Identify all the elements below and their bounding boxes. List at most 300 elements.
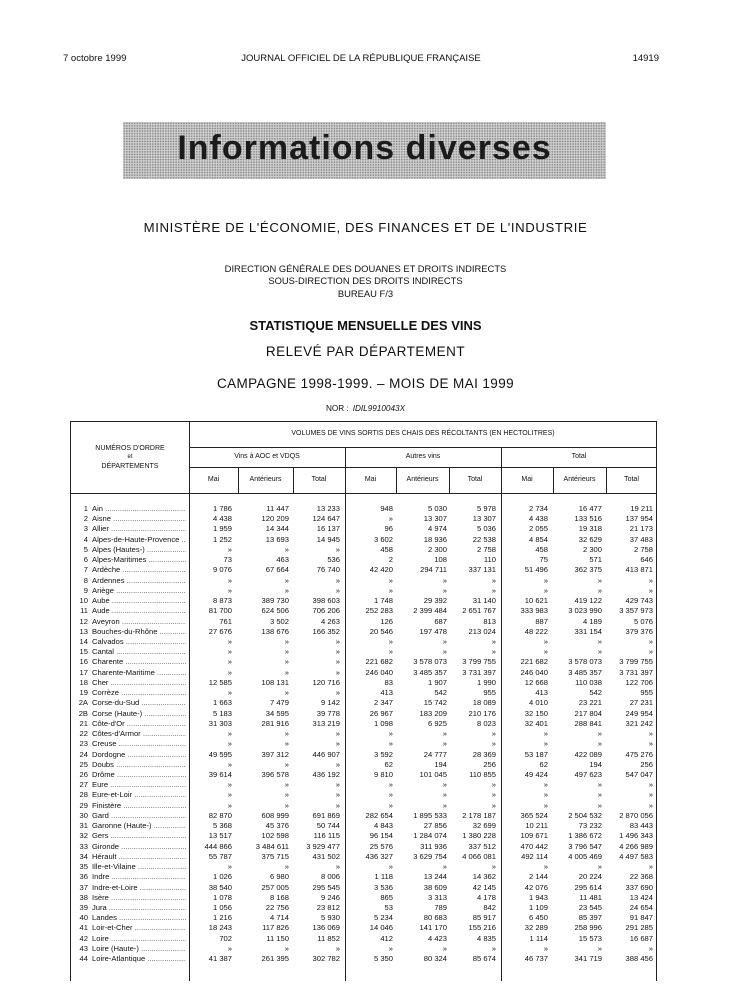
table-cell: » [543,647,548,657]
table-cell: 1 386 672 [568,831,602,841]
table-cell: 62 [539,759,548,769]
table-cell: 210 176 [468,708,496,718]
table-cell: » [227,575,232,585]
table-cell: 5 183 [212,708,232,718]
table-cell: » [227,780,232,790]
table-cell: 32 150 [524,708,548,718]
table-cell: 24 777 [423,749,447,759]
bureau-heading: BUREAU F/3 [337,288,394,299]
table-cell: 25 576 [369,841,393,851]
table-cell: » [442,943,447,953]
table-cell: 117 826 [262,923,289,933]
table-cell: 11 852 [317,933,340,943]
table-cell: 22 368 [629,872,653,882]
table-cell: 194 [589,759,602,769]
table-cell: 213 024 [468,626,496,636]
row-number: 21 [79,718,88,728]
table-cell: 38 540 [208,882,232,892]
table-cell: 341 719 [574,954,602,964]
row-number: 30 [79,810,88,820]
table-cell: 2 734 [528,504,548,513]
row-number: 26 [79,769,88,779]
table-cell: 110 038 [575,677,602,687]
table-cell: » [335,585,340,595]
table-cell: 53 187 [524,749,548,759]
table-cell: 5 036 [476,524,496,534]
table-cell: 3 929 477 [306,841,340,851]
table-cell: 1 114 [529,933,548,943]
table-cell: 955 [483,688,496,698]
table-cell: » [543,790,548,800]
table-cell: » [388,862,393,872]
table-cell: 294 711 [420,565,447,575]
departement-name: Alpes (Hautes-) ..... [92,545,186,555]
departement-name: Alpes-de-Haute-Provence ..... [92,535,186,545]
table-cell: 80 683 [423,913,447,923]
table-cell: 458 [380,544,393,554]
table-cell: 1 380 228 [462,831,496,841]
table-row [0,647,731,657]
row-number: 6 [83,555,88,565]
table-row [0,760,731,770]
table-cell: 955 [640,688,653,698]
table-cell: 5 350 [373,954,393,964]
table-cell: 288 841 [574,718,602,728]
table-cell: » [284,729,289,739]
table-cell: 1 895 533 [413,810,447,820]
table-cell: 492 114 [521,851,548,861]
departement-name: Doubs ..... [92,760,186,770]
table-cell: 396 578 [261,769,289,779]
banner-title: Informations diverses [177,129,552,167]
table-cell: 1 943 [528,892,548,902]
table-row [0,637,731,647]
table-cell: 1 216 [212,913,232,923]
table-cell: 412 [380,933,393,943]
col-header-anterieurs: Antérieurs [249,476,282,483]
row-number: 15 [79,647,88,657]
table-row [0,678,731,688]
table-cell: 96 154 [369,831,393,841]
table-cell: 133 516 [574,514,602,524]
table-cell: » [491,790,496,800]
table-cell: 21 173 [629,524,653,534]
table-cell: 42 420 [369,565,393,575]
departement-name: Alpes-Maritimes ..... [92,555,186,565]
table-cell: 2 399 484 [413,606,447,616]
table-cell: » [388,514,393,524]
table-cell: » [648,575,653,585]
table-cell: » [284,647,289,657]
table-cell: » [335,729,340,739]
departement-name: Cher ..... [92,678,186,688]
table-cell: 16 477 [578,504,602,513]
table-cell: 45 376 [265,821,289,831]
table-cell: » [335,739,340,749]
departement-name: Ille-et-Vilaine ..... [92,862,186,872]
table-cell: 37 483 [629,534,653,544]
departement-name: Bouches-du-Rhône ..... [92,627,186,637]
table-cell: 302 782 [312,954,340,964]
table-cell: 4 010 [528,698,548,708]
table-cell: 31 140 [472,596,496,606]
table-row [0,903,731,913]
table-cell: 429 743 [625,596,653,606]
table-cell: 1 959 [212,524,232,534]
departement-name: Calvados ..... [92,637,186,647]
table-cell: 1 748 [373,596,393,606]
table-cell: 9 142 [320,698,340,708]
table-cell: 3 536 [373,882,393,892]
table-cell: 4 438 [212,514,232,524]
departement-name: Gironde ..... [92,842,186,852]
table-cell: 194 [434,759,447,769]
campaign-heading: CAMPAGNE 1998-1999. – MOIS DE MAI 1999 [216,376,515,391]
table-cell: » [491,943,496,953]
table-cell: 2 144 [528,872,548,882]
table-cell: 14 945 [316,534,340,544]
table-cell: 10 211 [525,821,548,831]
table-row [0,576,731,586]
table-cell: 83 [384,677,393,687]
row-number: 13 [79,626,88,636]
table-cell: » [284,780,289,790]
sous-direction-heading: SOUS-DIRECTION DES DROITS INDIRECTS [268,275,463,286]
table-cell: 13 244 [423,872,447,882]
table-cell: 1 990 [476,677,496,687]
table-cell: 19 211 [630,504,653,513]
table-cell: » [227,544,232,554]
table-cell: » [648,585,653,595]
departement-name: Loire-Atlantique ..... [92,954,186,964]
row-number: 5 [83,544,88,554]
table-row [0,514,731,524]
table-cell: » [597,647,602,657]
issue-date: 7 octobre 1999 [63,53,127,64]
table-cell: 20 224 [578,872,602,882]
departement-name: Drôme ..... [92,770,186,780]
col-header-anterieurs: Antérieurs [563,476,596,483]
table-cell: 62 [384,759,393,769]
table-cell: 23 221 [578,698,602,708]
departement-name: Loire (Haute-) ..... [92,944,186,954]
table-cell: 1 109 [528,902,548,912]
table-cell: 11 447 [266,504,289,513]
col-header-total: Total [624,476,639,483]
table-cell: 5 368 [212,821,232,831]
table-cell: » [284,943,289,953]
table-cell: 706 206 [312,606,340,616]
table-row [0,852,731,862]
table-cell: » [543,780,548,790]
table-cell: 646 [640,555,653,565]
header-line: NUMÉROS D'ORDRE [95,445,165,452]
departement-name: Dordogne ..... [92,750,186,760]
table-cell: 295 614 [574,882,602,892]
row-number: 3 [83,524,88,534]
table-cell: 691 869 [312,810,340,820]
table-divider [189,447,657,448]
document-title: STATISTIQUE MENSUELLE DES VINS [249,318,482,333]
table-cell: » [335,780,340,790]
table-cell: 14 362 [472,872,496,882]
table-row [0,698,731,708]
table-cell: 32 629 [578,534,602,544]
group-header-autres: Autres vins [405,453,441,460]
table-cell: 413 [380,688,393,698]
table-cell: 3 023 990 [568,606,602,616]
table-row [0,811,731,821]
table-row [0,524,731,534]
table-cell: » [227,729,232,739]
table-cell: 13 307 [472,514,496,524]
table-cell: 365 524 [520,810,548,820]
table-cell: 291 285 [625,923,653,933]
table-cell: » [284,759,289,769]
table-cell: 436 192 [312,769,340,779]
table-cell: 39 614 [208,769,232,779]
table-cell: 261 395 [261,954,289,964]
table-cell: » [543,862,548,872]
table-cell: » [648,790,653,800]
table-cell: » [442,790,447,800]
table-cell: 2 870 056 [619,810,653,820]
table-cell: 5 234 [373,913,393,923]
table-cell: 379 376 [625,626,653,636]
departement-name: Creuse ..... [92,739,186,749]
table-cell: » [543,729,548,739]
departement-name: Indre-et-Loire ..... [92,883,186,893]
table-cell: 75 [539,555,548,565]
table-cell: 362 375 [574,565,602,575]
table-cell: 4 066 081 [462,851,496,861]
table-cell: 2 178 187 [462,810,496,820]
table-cell: 15 742 [423,698,447,708]
departement-name: Eure ..... [92,780,186,790]
row-number: 24 [79,749,88,759]
table-cell: 258 996 [574,923,602,933]
row-number: 31 [79,821,88,831]
table-divider [189,467,657,468]
table-cell: 15 573 [578,933,602,943]
table-row [0,954,731,964]
table-cell: 50 744 [316,821,340,831]
table-cell: » [284,575,289,585]
table-cell: 282 654 [365,810,393,820]
table-cell: 27 856 [423,821,447,831]
table-cell: » [491,729,496,739]
table-cell: » [227,636,232,646]
table-cell: 110 855 [469,769,496,779]
departement-name: Isère ..... [92,893,186,903]
table-cell: 475 276 [625,749,653,759]
table-cell: 256 [640,759,653,769]
table-row [0,586,731,596]
table-cell: 3 799 755 [462,657,496,667]
row-number: 38 [79,892,88,902]
departement-name: Côtes-d'Armor ..... [92,729,186,739]
table-cell: 27 231 [629,698,653,708]
table-row [0,842,731,852]
table-cell: » [227,585,232,595]
table-cell: 3 592 [373,749,393,759]
table-cell: 76 740 [316,565,340,575]
table-cell: 22 756 [265,902,289,912]
table-cell: 18 089 [472,698,496,708]
table-cell: 13 693 [265,534,289,544]
table-cell: 38 609 [423,882,447,892]
table-cell: 337 690 [625,882,653,892]
table-cell: 73 232 [578,821,602,831]
table-cell: » [442,739,447,749]
departement-name: Aude ..... [92,606,186,616]
table-cell: 1 056 [212,902,232,912]
table-cell: 101 045 [419,769,447,779]
table-cell: 166 352 [312,626,340,636]
table-cell: 5 076 [633,616,653,626]
departement-name: Corse-du-Sud ..... [92,698,186,708]
table-row [0,770,731,780]
departement-name: Gard ..... [92,811,186,821]
group-header-aoc: Vins à AOC et VDQS [234,453,300,460]
table-cell: » [543,575,548,585]
departements-column-header [71,444,189,471]
row-number: 39 [79,902,88,912]
table-cell: » [227,862,232,872]
table-cell: 4 497 583 [619,851,653,861]
table-row [0,668,731,678]
table-cell: 4 423 [427,933,447,943]
table-cell: 470 442 [520,841,548,851]
table-cell: » [284,862,289,872]
table-cell: 32 401 [524,718,548,728]
table-cell: 53 [384,902,393,912]
table-cell: 136 069 [312,923,340,933]
table-cell: 67 664 [265,565,289,575]
table-cell: » [388,585,393,595]
departement-name: Loir-et-Cher ..... [92,923,186,933]
table-cell: 116 115 [313,831,340,841]
table-cell: » [648,636,653,646]
table-cell: 431 502 [312,851,340,861]
departement-name: Eure-et-Loir ..... [92,790,186,800]
table-cell: » [335,544,340,554]
table-cell: 397 312 [261,749,289,759]
table-cell: » [597,790,602,800]
row-number: 25 [79,759,88,769]
table-cell: 547 047 [625,769,653,779]
table-cell: 948 [380,504,393,513]
nor-label: NOR : [325,404,349,413]
table-cell: 4 714 [269,913,289,923]
table-cell: » [597,636,602,646]
table-cell: 398 603 [312,596,340,606]
table-cell: » [597,575,602,585]
table-cell: 10 621 [524,596,548,606]
table-cell: » [597,739,602,749]
table-cell: » [335,862,340,872]
departement-name: Finistère ..... [92,801,186,811]
table-cell: 2 [388,555,393,565]
page-header [63,53,659,67]
table-cell: 83 443 [629,821,653,831]
departement-name: Aveyron ..... [92,617,186,627]
table-row [0,780,731,790]
table-cell: 3 485 357 [568,667,602,677]
table-cell: 8 873 [212,596,232,606]
table-cell: 5 930 [320,913,340,923]
table-cell: 29 392 [423,596,447,606]
table-cell: 8 023 [476,718,496,728]
table-cell: 85 397 [578,913,602,923]
row-number: 9 [83,585,88,595]
table-cell: » [335,759,340,769]
table-cell: 32 699 [472,821,496,831]
departement-name: Loire ..... [92,934,186,944]
table-cell: 246 040 [365,667,393,677]
table-cell: » [648,943,653,953]
row-number: 8 [83,575,88,585]
table-cell: 389 730 [261,596,289,606]
table-cell: » [227,657,232,667]
table-cell: » [648,739,653,749]
table-cell: 331 154 [574,626,602,636]
row-number: 44 [79,954,88,964]
table-cell: 31 303 [208,718,232,728]
table-cell: 6 450 [528,913,548,923]
table-cell: 81 700 [208,606,232,616]
table-row [0,504,731,514]
table-row [0,545,731,555]
table-cell: 3 485 357 [413,667,447,677]
departement-name: Aisne ..... [92,514,186,524]
table-cell: 55 787 [208,851,232,861]
table-cell: 249 954 [625,708,653,718]
table-row [0,883,731,893]
table-cell: 82 870 [208,810,232,820]
departement-name: Côte-d'Or ..... [92,719,186,729]
table-cell: 122 706 [625,677,653,687]
table-cell: 91 847 [629,913,653,923]
table-cell: » [648,862,653,872]
table-cell: » [388,790,393,800]
table-cell: 126 [380,616,393,626]
table-cell: 4 266 989 [619,841,653,851]
departement-name: Corse (Haute-) ..... [92,709,186,719]
table-cell: 444 866 [204,841,232,851]
table-cell: 14 046 [369,923,393,933]
row-number: 2B [78,708,88,718]
table-cell: » [648,800,653,810]
table-row [0,535,731,545]
table-cell: 887 [535,616,548,626]
table-cell: 4 835 [476,933,496,943]
table-row [0,750,731,760]
table-cell: 3 502 [269,616,289,626]
table-cell: 4 178 [476,892,496,902]
table-cell: 3 796 547 [568,841,602,851]
row-number: 4 [83,534,88,544]
table-cell: 28 369 [472,749,496,759]
row-number: 2A [78,698,88,708]
table-cell: » [388,943,393,953]
table-cell: » [227,739,232,749]
table-cell: 14 344 [265,524,289,534]
table-cell: » [284,636,289,646]
table-cell: 3 578 073 [413,657,447,667]
table-row [0,657,731,667]
table-cell: 865 [380,892,393,902]
